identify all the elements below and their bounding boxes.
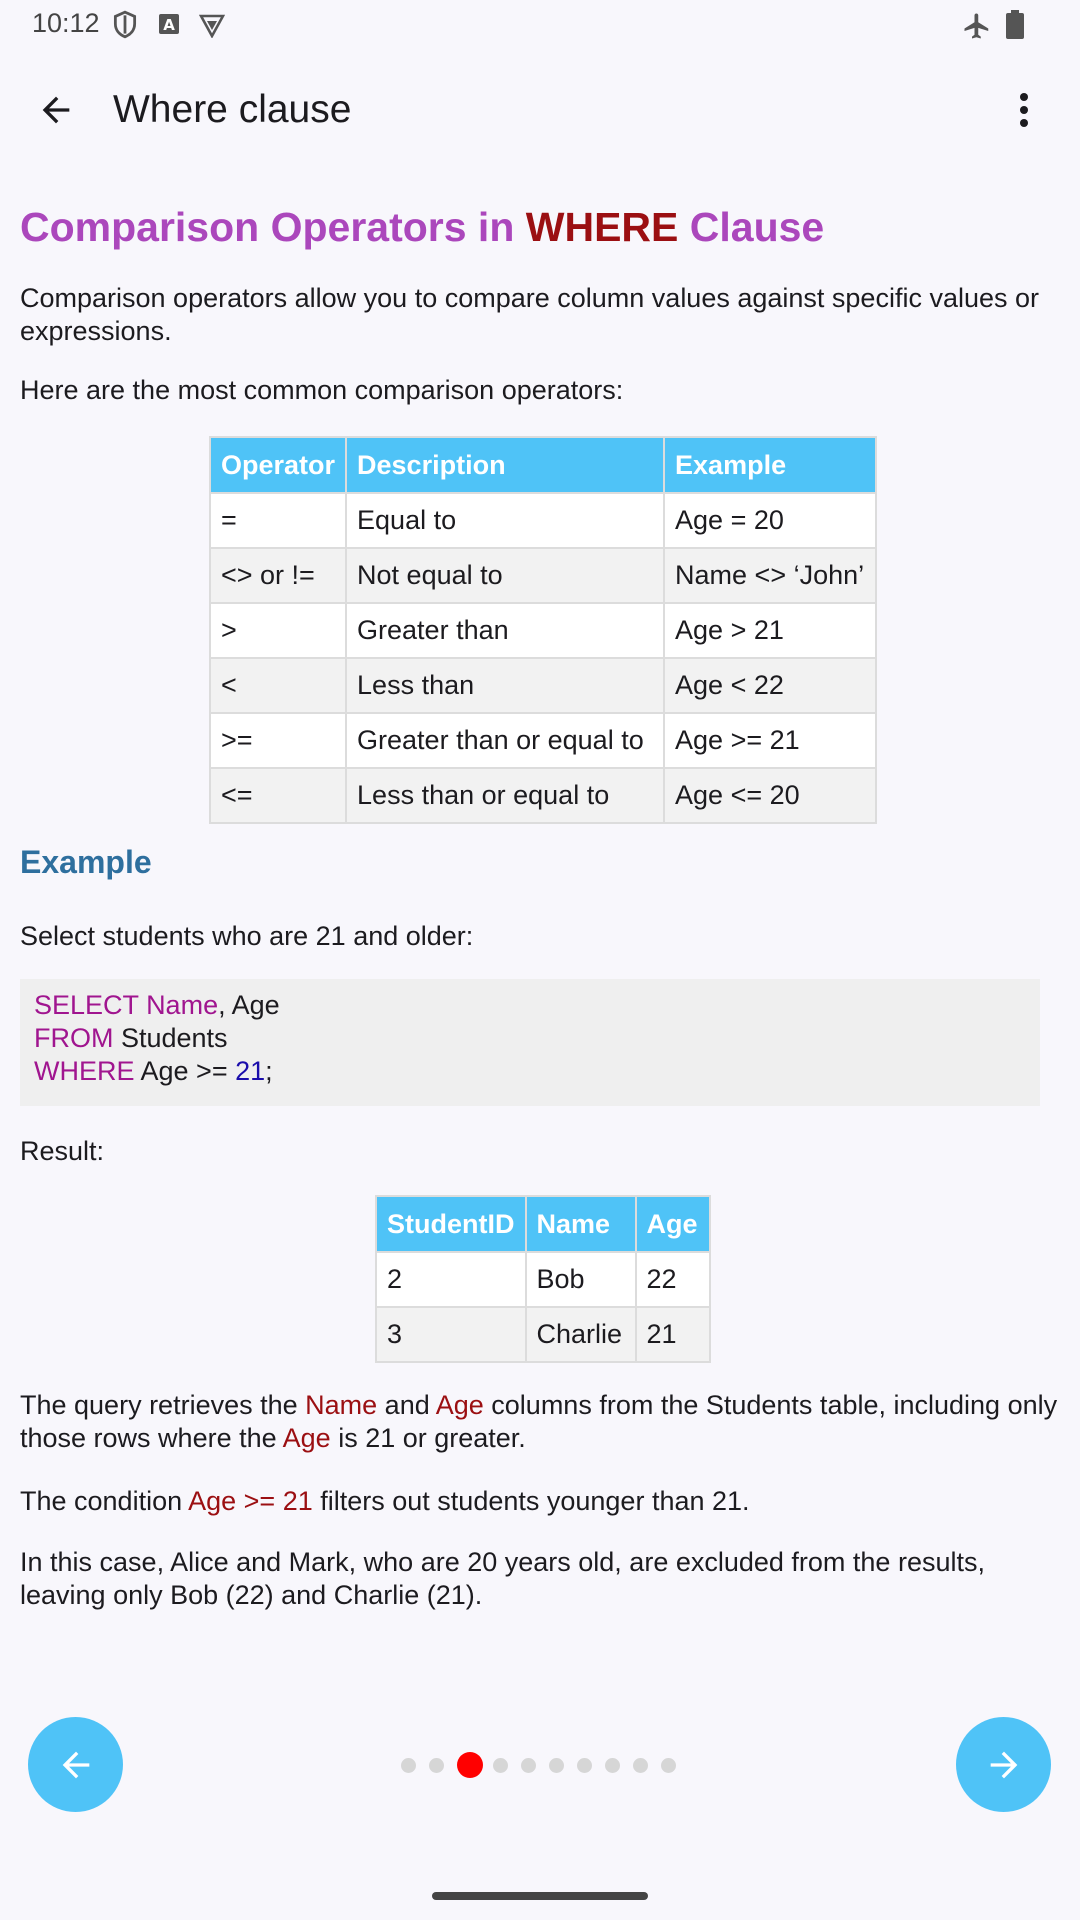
table-cell: Less than xyxy=(346,658,664,713)
code-line xyxy=(34,989,1026,1022)
code-keyword: SELECT xyxy=(34,990,139,1020)
table-cell: Equal to xyxy=(346,493,664,548)
code-text: Age >= xyxy=(134,1056,236,1086)
code-text: , Age xyxy=(218,990,280,1020)
table-cell: 3 xyxy=(376,1307,526,1362)
previous-page-button[interactable] xyxy=(28,1717,123,1812)
column-header: Age xyxy=(636,1196,710,1252)
operators-table xyxy=(209,436,877,824)
page-dot[interactable] xyxy=(577,1758,592,1773)
heading-prefix: Comparison Operators in xyxy=(20,204,526,250)
table-cell: > xyxy=(210,603,346,658)
example-heading: Example xyxy=(20,844,152,880)
text-a-icon xyxy=(158,13,180,40)
text-run: columns from the Students table, including only those rows where the xyxy=(20,1390,1058,1453)
code-keyword: WHERE xyxy=(34,1056,135,1086)
page-dot[interactable] xyxy=(661,1758,676,1773)
next-page-button[interactable] xyxy=(956,1717,1051,1812)
battery-icon xyxy=(1005,10,1025,45)
code-keyword: FROM xyxy=(34,1023,114,1053)
text-run: and xyxy=(377,1390,436,1420)
table-cell: Less than or equal to xyxy=(346,768,664,823)
table-header-row xyxy=(210,437,876,493)
page-heading xyxy=(20,196,1060,258)
table-cell: = xyxy=(210,493,346,548)
column-header: StudentID xyxy=(376,1196,526,1252)
status-time: 10:12 xyxy=(32,8,100,38)
highlight-text: Age xyxy=(435,1390,484,1420)
summary-paragraph: In this case, Alice and Mark, who are 20 years old, are excluded from the results, leaving only Bob (22) and Charlie (21). xyxy=(20,1547,985,1610)
example-text: Select students who are 21 and older: xyxy=(20,921,474,951)
column-header: Description xyxy=(346,437,664,493)
column-header: Example xyxy=(664,437,876,493)
code-number: 21 xyxy=(235,1056,266,1086)
app-bar xyxy=(0,60,1080,166)
page-dot[interactable] xyxy=(493,1758,508,1773)
arrow-forward-icon xyxy=(984,1745,1024,1785)
overflow-menu-button[interactable] xyxy=(1000,82,1048,138)
page-dot[interactable] xyxy=(429,1758,444,1773)
home-indicator[interactable] xyxy=(432,1892,648,1900)
code-line xyxy=(34,1055,1026,1088)
explanation-paragraph xyxy=(20,1389,1060,1455)
back-button[interactable] xyxy=(28,82,84,138)
table-cell: Age > 21 xyxy=(664,603,876,658)
page-indicator xyxy=(400,1752,700,1778)
table-row xyxy=(210,603,876,658)
page-dot[interactable] xyxy=(633,1758,648,1773)
text-run: The query retrieves the xyxy=(20,1390,306,1420)
table-cell: Not equal to xyxy=(346,548,664,603)
table-cell: Greater than or equal to xyxy=(346,713,664,768)
table-cell: Name <> ‘John’ xyxy=(664,548,876,603)
table-cell: Age = 20 xyxy=(664,493,876,548)
result-table xyxy=(375,1195,711,1363)
page-dot[interactable] xyxy=(401,1758,416,1773)
code-keyword: Name xyxy=(146,990,219,1020)
table-row xyxy=(376,1307,710,1362)
table-header-row xyxy=(376,1196,710,1252)
condition-paragraph xyxy=(20,1485,750,1518)
highlight-text: Age xyxy=(282,1423,331,1453)
lead-paragraph: Here are the most common comparison operators: xyxy=(20,375,624,405)
table-cell: 22 xyxy=(636,1252,710,1307)
status-bar xyxy=(0,0,1080,50)
column-header: Operator xyxy=(210,437,346,493)
column-header: Name xyxy=(526,1196,636,1252)
table-row xyxy=(210,768,876,823)
page-dot[interactable] xyxy=(521,1758,536,1773)
table-cell: 2 xyxy=(376,1252,526,1307)
table-row xyxy=(210,658,876,713)
text-run: is 21 or greater. xyxy=(330,1423,526,1453)
table-cell: Age < 22 xyxy=(664,658,876,713)
table-cell: <= xyxy=(210,768,346,823)
table-cell: Age <= 20 xyxy=(664,768,876,823)
table-cell: <> or != xyxy=(210,548,346,603)
text-run: filters out students younger than 21. xyxy=(312,1486,750,1516)
page-dot[interactable] xyxy=(549,1758,564,1773)
table-cell: Age >= 21 xyxy=(664,713,876,768)
table-cell: Greater than xyxy=(346,603,664,658)
intro-paragraph: Comparison operators allow you to compare column values against specific values or expressions. xyxy=(20,283,1039,346)
highlight-text: Age >= 21 xyxy=(188,1486,313,1516)
page-dot[interactable] xyxy=(605,1758,620,1773)
text-run: The condition xyxy=(20,1486,189,1516)
table-cell: 21 xyxy=(636,1307,710,1362)
table-cell: < xyxy=(210,658,346,713)
highlight-text: Name xyxy=(305,1390,378,1420)
table-row xyxy=(210,548,876,603)
more-vert-icon xyxy=(1018,92,1030,128)
page-dot-active[interactable] xyxy=(457,1752,483,1778)
vpn-shield-icon xyxy=(199,12,225,43)
result-label: Result: xyxy=(20,1136,105,1166)
table-cell: Charlie xyxy=(526,1307,636,1362)
table-cell: Bob xyxy=(526,1252,636,1307)
heading-suffix: Clause xyxy=(678,204,825,250)
code-text: Students xyxy=(113,1023,228,1053)
heading-keyword: WHERE xyxy=(525,204,679,250)
table-cell: >= xyxy=(210,713,346,768)
code-line xyxy=(34,1022,1026,1055)
arrow-back-icon xyxy=(36,90,76,130)
lesson-content xyxy=(20,196,1060,1610)
sql-code-block xyxy=(20,979,1040,1106)
table-row xyxy=(210,713,876,768)
svg-text:A: A xyxy=(163,16,175,34)
code-text: ; xyxy=(265,1056,273,1086)
table-row xyxy=(376,1252,710,1307)
table-row xyxy=(210,493,876,548)
arrow-back-icon xyxy=(56,1745,96,1785)
app-title: Where clause xyxy=(113,88,352,131)
shield-icon xyxy=(112,10,138,45)
airplane-mode-icon xyxy=(962,11,992,46)
